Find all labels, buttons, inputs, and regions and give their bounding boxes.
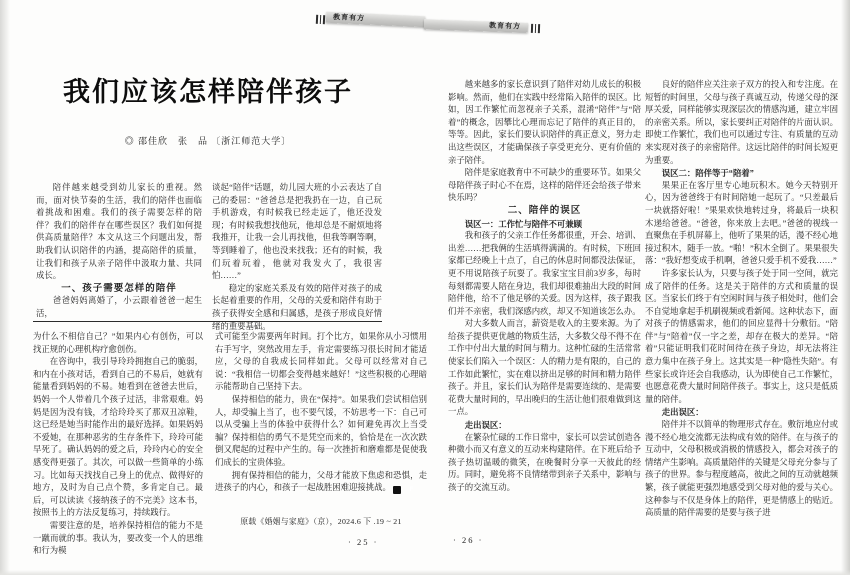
right-page-col1 (448, 79, 641, 495)
paragraph: 许多家长认为，只要与孩子处于同一空间，就完成了陪伴的任务。这是关于陪伴的方式和质量的误区。当家长们终于有空闲时间与孩子相处时，他们会不自觉地拿起手机刷视频或看新闻。这种状态下，面对孩子的情感需求，他们的回应显得十分敷衍。“陪伴”与“陪着”仅一字之差，却存在极大的差异。“陪着”只能证明我们花时间待在孩子身边，却无法将注意力集中在孩子身上。这其实是一种“隐性失陪”。有些家长或许还会自我感动，认为即使自己工作繁忙，也愿意花费大量时间陪伴孩子。事实上，这只是低质量的陪伴。 (645, 268, 838, 404)
closing-paragraph (215, 470, 427, 495)
left-page-prev-article-col2 (215, 331, 427, 495)
section1-heading: 一、孩子需要怎样的陪伴 (61, 282, 177, 294)
misconception1-heading: 误区一：工作忙与陪伴不可兼顾 (464, 218, 583, 229)
article-end-icon: F (393, 486, 401, 494)
registration-marks-icon (531, 24, 540, 33)
article-divider-rule (33, 321, 382, 322)
solution-heading: 走出误区： (661, 407, 704, 418)
left-page-new-article-col1 (36, 182, 202, 321)
scan-edge-right (841, 0, 850, 575)
scan-edge-left (0, 0, 10, 575)
paragraph: 良好的陪伴应关注亲子双方的投入和专注度。在短暂的时间里，父母与孩子真诚互动，传递父母的深厚关爱，同样能够实现深层次的情感沟通，建立牢固的亲密关系。所以，家长要纠正对陪伴的片面认识。即使工作繁忙，我们也可以通过专注、有质量的互动来实现对孩子的亲密陪伴。这远比陪伴的时间长短更为重要。 (645, 80, 838, 165)
article-byline: ◎ 邵佳欣 张 品 〔浙江师范大学〕 (124, 136, 292, 146)
summary-paragraph: 稳定的家庭关系及有效的陪伴对孩子的成长起着重要的作用，父母的关爱和陪伴有助于孩子获得安全感和归属感，是孩子形成良好情绪的重要基础。 (212, 283, 382, 331)
story-paragraph: 谈起“陪伴”话题，幼儿园大班的小云表达了自己的委屈：“爸爸总是把我扔在一边，自己玩手机游戏，有时候我已经走远了，他还没发现；有时候我想找他玩，他却总是不耐烦地将我推开，让我一会儿再找他，但我等啊等啊，等到睡着了，他也没来找我；还有的时候，我们玩着玩着，他就对我发火了，我很害怕……” (212, 183, 382, 281)
paragraph: 保持相信的能力，贵在“保持”。如果我们尝试相信别人，却受骗上当了，也不要气馁，不妨思考一下：自己可以从受骗上当的体验中获得什么？如何避免再次上当受骗？保持相信的勇气不是凭空而来的，恰恰是在一次次跌倒又爬起的过程中产生的。每一次挫折和磨难都是促使我们成长的宝贵体验。 (215, 394, 427, 467)
registration-marks-icon (316, 15, 325, 24)
banner-ribbon-left (326, 12, 425, 27)
page-number-right: · 26 · (453, 535, 484, 545)
scan-edge-bottom (0, 570, 850, 575)
section2-heading: 二、陪伴的误区 (507, 204, 582, 216)
paragraph: 陪伴并不以简单的物理形式存在。敷衍地应付或漫不经心地交流都无法构成有效的陪伴。在与孩子的互动中，父母积极或消极的情感投入，都会对孩子的情绪产生影响。高质量陪伴的关键是父母充分参与了孩子的世界。参与程度越高，彼此之间的互动就越频繁，孩子就能更强烈地感受到父母对他的爱与关心。这种参与不仅是身体上的陪伴，更是情感上的贴近。高质量的陪伴需要的是要与孩子进 (645, 420, 838, 518)
banner-label-left: 教育有方 (332, 14, 366, 23)
paragraph: 在繁杂忙碌的工作日常中，家长可以尝试创造各种微小而又有意义的互动来构建陪伴。在下班后给予孩子热切温暖的微笑，在晚餐时分享一天彼此的经历。同时，避免将不良情绪带到亲子关系中，影响与孩子的交流互动。 (448, 432, 641, 492)
paragraph: 我和孩子的父亲工作任务都很重，开会、培训、出差……把我俩的生活填得满满的。有时候，下班回家都已经晚上十点了，自己的休息时间都没法保证，更不用说陪孩子玩耍了。我家宝宝目前3岁多，每时每刻都需要人陪在身边，我们却很难抽出大段的时间陪伴他，给不了他足够的关爱。因为这样，孩子跟我们并不亲密，我们深感内疚，却又不知道该怎么办。 (448, 231, 641, 316)
article-title: 我们应该怎样陪伴孩子 (63, 77, 353, 107)
left-page-new-article-col2 (212, 182, 382, 333)
source-citation: 原载《婚姻与家庭》（京），2024.6 下 .19 ~ 21 (240, 517, 402, 526)
left-page-prev-article-col1 (33, 331, 203, 558)
misconception2-heading: 误区二：陪伴等于“陪着” (661, 168, 754, 179)
paragraph: 需要注意的是，培养保持相信的能力不是一蹴而就的事。我认为，要改变一个人的思维和行为模 (33, 520, 203, 556)
paragraph: 果果正在客厅里专心地玩积木。她今天特别开心，因为爸爸终于有时间陪她一起玩了。“只差最后一块就搭好啦！”果果欢快地转过身，将最后一块积木递给爸爸。“爸爸，你来放上去吧。”爸爸的视线一直聚焦在手机屏幕上，他听了果果的话，漫不经心地接过积木，随手一放。“啪！”积木全倒了。果果很失落：“我好想变成手机啊，爸爸只爱手机不爱我……” (645, 180, 838, 266)
closing-text: 拥有保持相信的能力，父母才能放下焦虑和恐惧，走进孩子的内心，和孩子一起战胜困难迎接挑战。 (215, 470, 427, 493)
banner-label-right: 教育有方 (488, 22, 522, 31)
paragraph: 式可能至少需要两年时间。打个比方，如果你从小习惯用右手写字，突然改用左手，肯定需要练习很长时间才能适应，父母的自我成长同样如此。父母可以经常对自己说：“我相信一切都会变得越来越好！”这些积极的心理暗示能帮助自己坚持下去。 (215, 332, 427, 392)
right-page-col2 (645, 79, 838, 520)
story-start-paragraph: 爸爸妈妈离婚了，小云跟着爸爸一起生活， (36, 296, 202, 318)
paragraph: 对大多数人而言，薪资是收入的主要来源。为了给孩子提供更优越的物质生活，大多数父母不得不在工作中付出大量的时间与精力。这种忙碌的生活常常使家长们陷入一个误区：人的精力是有限的，自己的工作如此繁忙，实在难以挤出足够的时间和精力陪伴孩子。并且，家长们认为陪伴是需要连续的、是需要花费大量时间的，早出晚归的生活让他们很难做到这一点。 (448, 319, 641, 417)
paragraph: 越来越多的家长意识到了陪伴对幼儿成长的积极影响。然而，他们在实践中经常陷入陪伴的误区。比如，因工作繁忙而忽视亲子关系，混淆“陪伴”与“陪着”的概念，因攀比心理而忘记了陪伴的真正目的，等等。因此，家长们要认识陪伴的真正意义，努力走出这些误区，才能确保孩子享受更充分、更有价值的亲子陪伴。 (448, 80, 641, 165)
solution-heading: 走出误区： (464, 420, 507, 431)
paragraph: 为什么不相信自己？”如果内心有创伤，可以找正规的心理机构疗愈创伤。 (33, 332, 203, 354)
intro-paragraph: 陪伴越来越受到幼儿家长的重视。然而，面对快节奏的生活，我们的陪伴也面临着挑战和困难。我们的孩子需要怎样的陪伴？我们的陪伴存在哪些误区？我们如何提供高质量陪伴？本文从这三个问题出发，帮助我们认识陪伴的内涵，提高陪伴的质量，让我们和孩子从亲子陪伴中汲取力量、共同成长。 (36, 183, 202, 281)
paragraph: 陪伴是家庭教育中不可缺少的重要环节。如果父母陪伴孩子时心不在焉，这样的陪伴还会给孩子带来快乐吗？ (448, 168, 641, 203)
banner-ribbon-right (424, 19, 528, 33)
paragraph: 在咨询中，我引导玲玲拥抱自己的脆弱，和内在小孩对话，看到自己的不易后，她就有能量看到妈妈的不易。她看到在爸爸去世后，妈妈一个人带着几个孩子过活，非常艰难。妈妈是因为没有钱，才给玲玲买了那双丑凉鞋，这已经是她当时能作出的最好选择。如果妈妈不爱她，在那种恶劣的生存条件下，玲玲可能早死了。确认妈妈的爱之后，玲玲内心的安全感变得更强了。其次，可以做一些简单的小练习。比如每天找找自己身上的优点、做得好的地方，及时为自己点个赞，多肯定自己。最后，可以读读《接纳孩子的不完美》这本书，按照书上的方法反复练习，持续践行。 (33, 357, 203, 518)
page-number-left: · 25 · (348, 537, 379, 547)
